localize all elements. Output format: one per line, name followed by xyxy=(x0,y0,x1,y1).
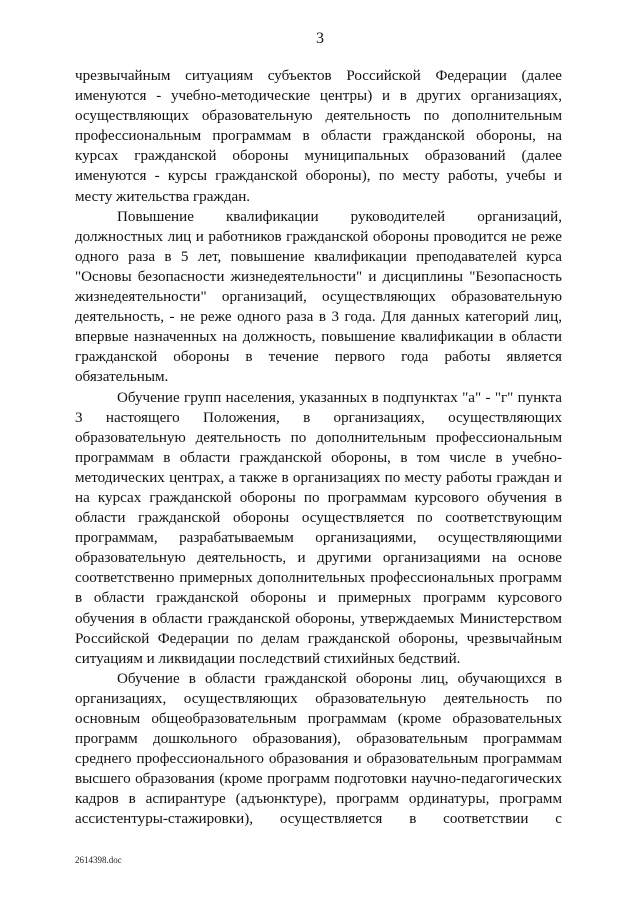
paragraph-4: Обучение в области гражданской обороны лиц, обучающихся в организациях, осуществляющих образовательную деятельность по основным общеобразовательным программам (кроме образовательных программ дошкольного образования), образовательным программам среднего профессионального образования и образовательным программам высшего образования (кроме программ подготовки научно-педагогических кадров в аспирантуре (адъюнктуре), программ ординатуры, программ ассистентуры-стажировки), осуществляется в соответствии с xyxy=(75,670,562,828)
paragraph-3: Обучение групп населения, указанных в подпунктах "а" - "г" пункта 3 настоящего Положения, в организациях, осуществляющих образовательную деятельность по дополнительным профессиональным программам в области гражданской обороны, в том числе в учебно-методических центрах, а также в организациях по месту работы граждан и на курсах гражданской обороны по программам курсового обучения в области гражданской обороны осуществляется по соответствующим программам, разрабатываемым организациями, осуществляющими образовательную деятельность, и другими организациями на основе соответственно примерных дополнительных профессиональных программ в области гражданской обороны и примерных программ курсового обучения в области гражданской обороны, утверждаемых Министерством Российской Федерации по делам гражданской обороны, чрезвычайным ситуациям и ликвидации последствий стихийных бедствий. xyxy=(75,389,562,667)
paragraph-1: чрезвычайным ситуациям субъектов Российской Федерации (далее именуются - учебно-методические центры) и в других организациях, осуществляющих образовательную деятельность по дополнительным профессиональным программам в области гражданской обороны, на курсах гражданской обороны муниципальных образований (далее именуются - курсы гражданской обороны), по месту работы, учебы и месту жительства граждан. xyxy=(75,68,562,205)
document-body xyxy=(75,66,562,830)
document-filename: 2614398.doc xyxy=(75,855,122,865)
page-number: 3 xyxy=(316,30,324,47)
paragraph-2: Повышение квалификации руководителей организаций, должностных лиц и работников гражданской обороны проводится не реже одного раза в 5 лет, повышение квалификации преподавателей курса "Основы безопасности жизнедеятельности" и дисциплины "Безопасность жизнедеятельности" организаций, осуществляющих образовательную деятельность, - не реже одного раза в 3 года. Для данных категорий лиц, впервые назначенных на должность, повышение квалификации в области гражданской обороны в течение первого года работы является обязательным. xyxy=(75,208,562,386)
